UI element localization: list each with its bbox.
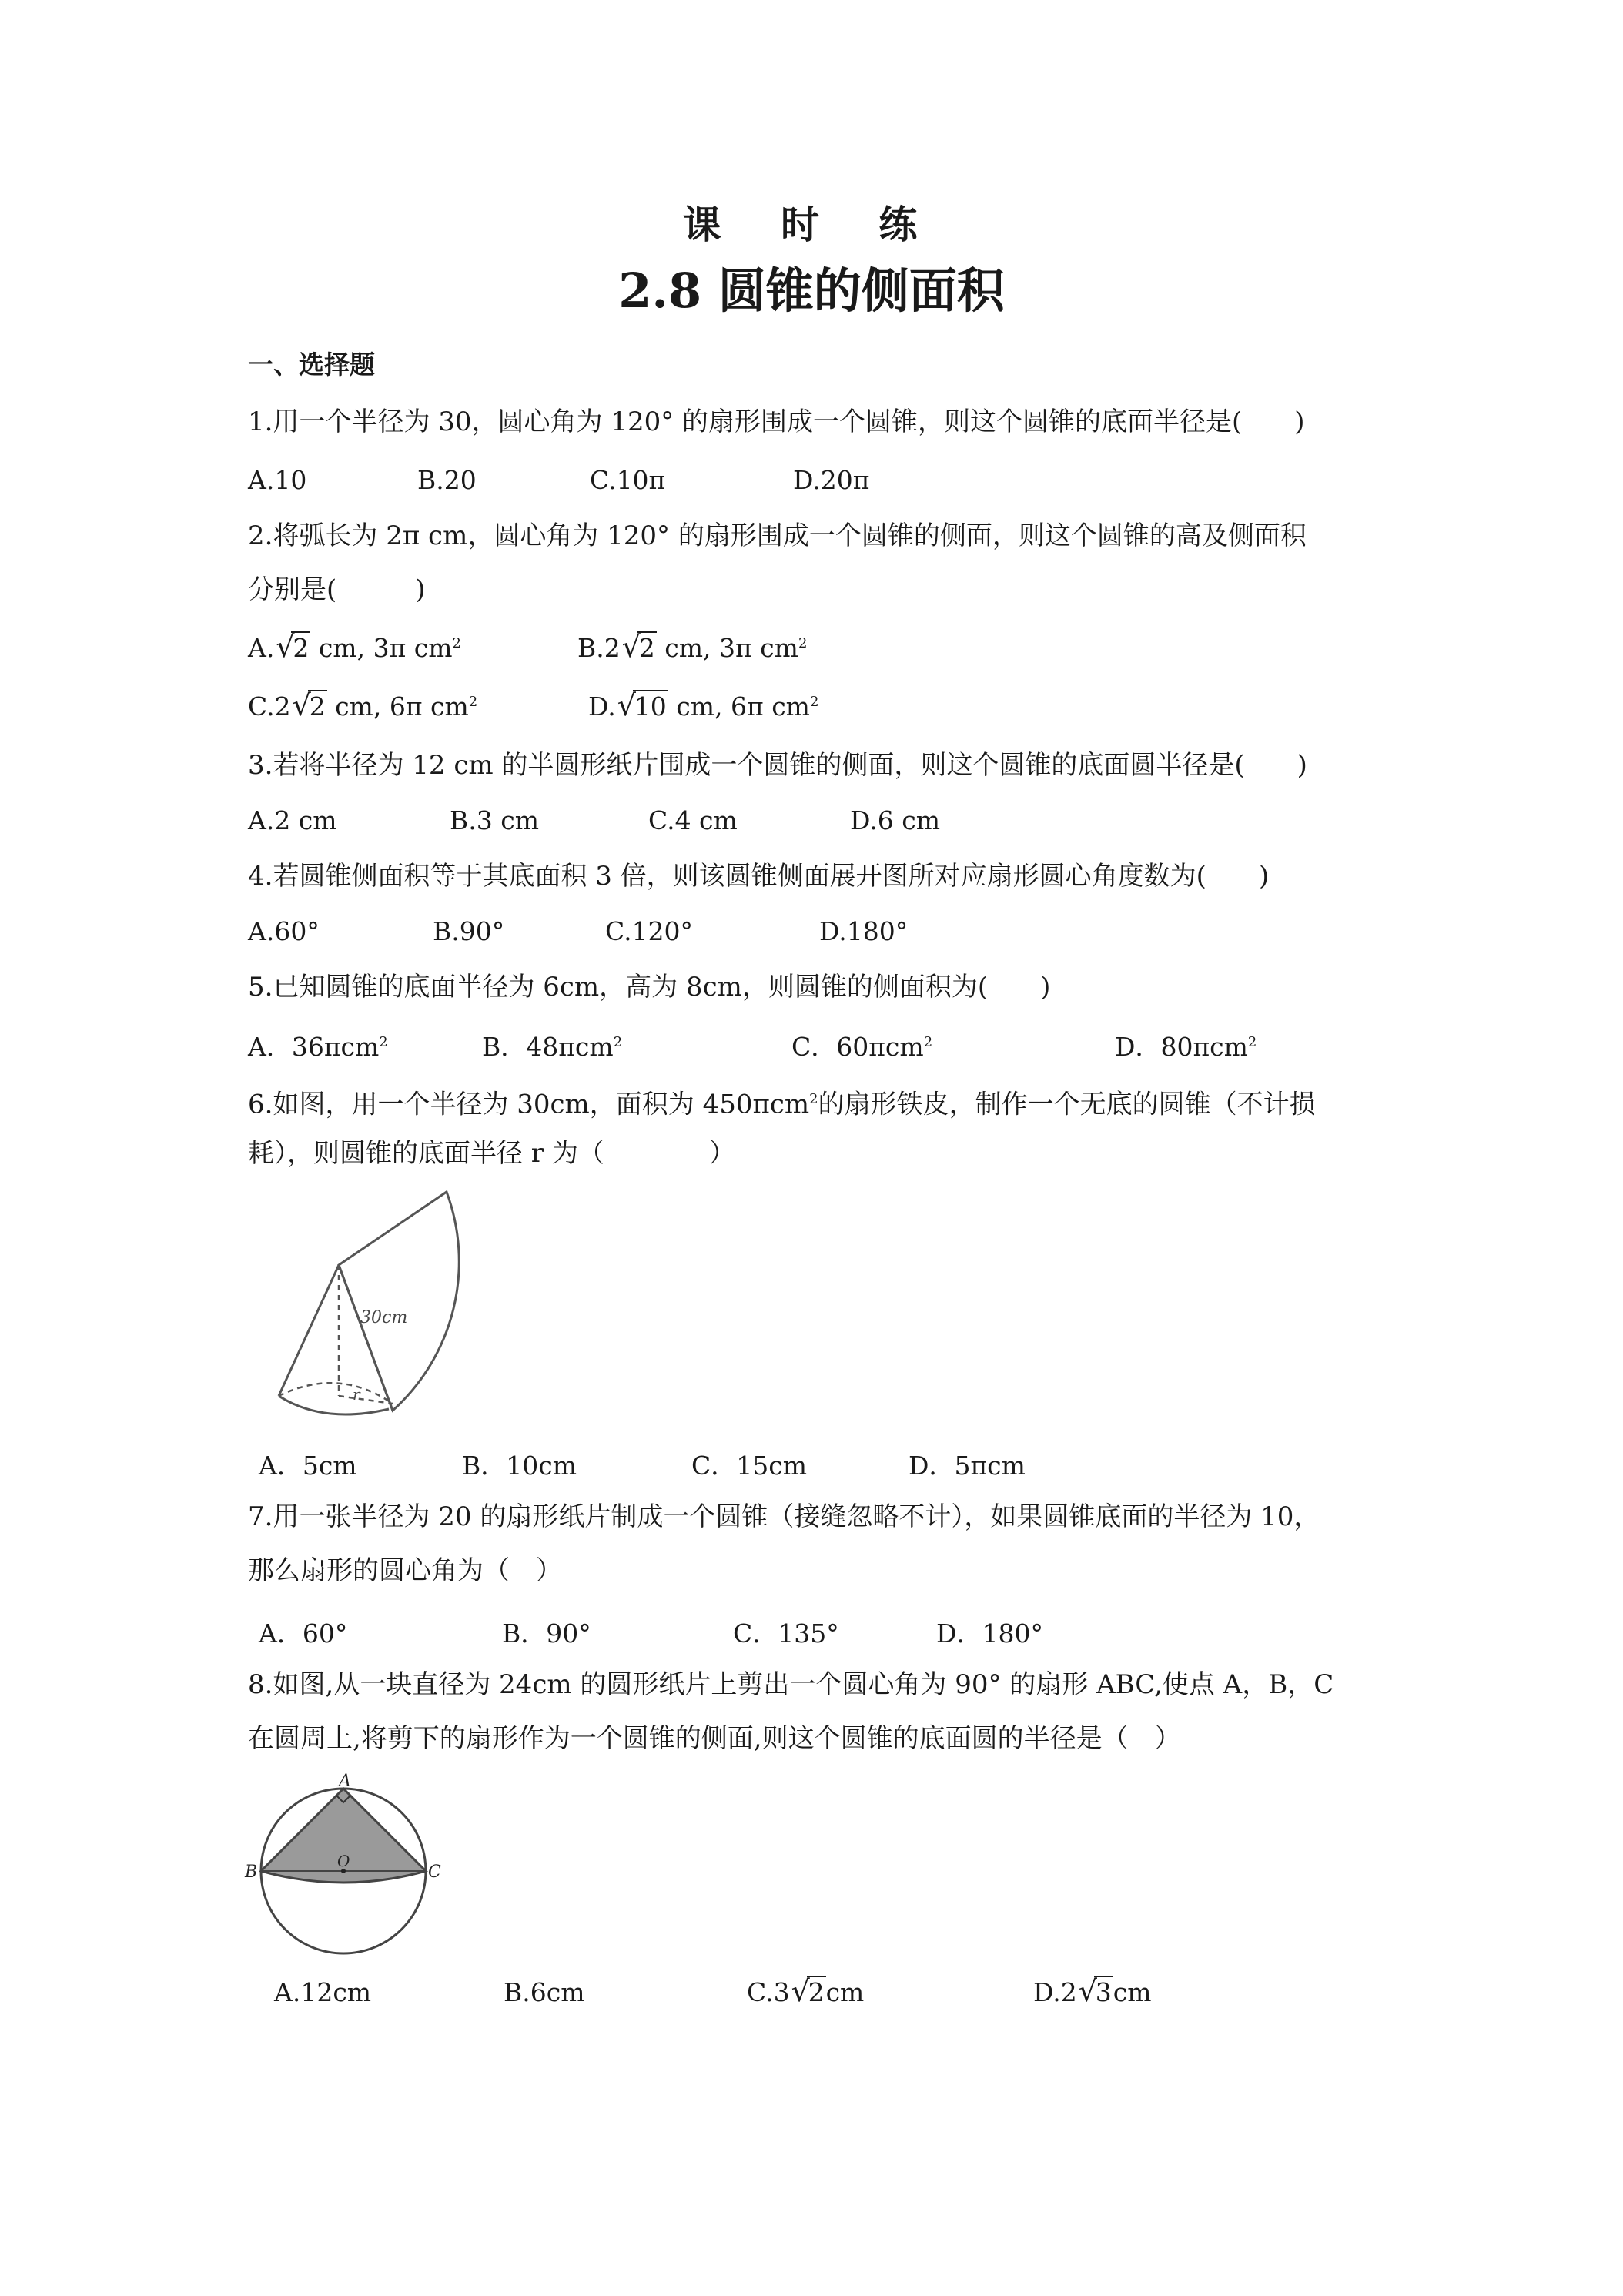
question-1-option-b: B.20 — [417, 465, 477, 495]
question-2-stem-line-2: 分别是( ) — [248, 574, 426, 605]
point-o-label: O — [337, 1852, 350, 1870]
question-8-stem-line-2: 在圆周上,将剪下的扇形作为一个圆锥的侧面,则这个圆锥的底面圆的半径是（ ） — [248, 1723, 1181, 1754]
question-2-option-c: C.2√ 2 cm, 6π $cm^2$ — [248, 691, 477, 721]
question-5-stem: 5.已知圆锥的底面半径为 6cm，高为 8cm，则圆锥的侧面积为( ) — [248, 972, 1051, 1002]
question-6-stem-line-1: 6.如图，用一个半径为 30cm，面积为 450πcm$^2$的扇形铁皮，制作一个无底的圆锥（不计损 — [248, 1089, 1316, 1120]
radius-label: r — [353, 1385, 360, 1404]
question-3-option-a: A.2 cm — [248, 805, 337, 835]
question-7-option-d: D．180° — [936, 1618, 1043, 1648]
question-6-option-b: B．10cm — [462, 1451, 577, 1481]
question-6-option-a: A．5cm — [259, 1451, 357, 1481]
question-2-option-b: B.2√ 2 cm, 3π $cm^2$ — [577, 633, 807, 663]
question-5-option-c: C．60πcm$^2$ — [791, 1032, 933, 1062]
question-3-option-c: C.4 cm — [648, 805, 738, 835]
point-a-label: A — [339, 1772, 351, 1791]
question-1-option-d: D.20π — [793, 465, 870, 495]
page-subtitle: 课 时 练 — [682, 202, 941, 247]
slant-height-label: 30cm — [360, 1308, 408, 1327]
question-3-option-d: D.6 cm — [850, 805, 941, 835]
question-8-option-a: A.12cm — [274, 1977, 372, 2007]
question-1-option-a: A.10 — [248, 465, 307, 495]
question-2-stem-line-1: 2.将弧长为 2π cm，圆心角为 120° 的扇形围成一个圆锥的侧面，则这个圆锥的高及侧面积 — [248, 520, 1307, 551]
section-heading: 一、选择题 — [248, 350, 375, 380]
question-8-option-d: D.2√ 3cm — [1033, 1977, 1152, 2007]
question-4-stem: 4.若圆锥侧面积等于其底面积 3 倍，则该圆锥侧面展开图所对应扇形圆心角度数为( ) — [248, 861, 1270, 892]
question-3-stem: 3.若将半径为 12 cm 的半圆形纸片围成一个圆锥的侧面，则这个圆锥的底面圆半径是( ) — [248, 750, 1307, 781]
question-8-option-c: C.3√ 2cm — [747, 1977, 864, 2007]
question-8-option-b: B.6cm — [504, 1977, 585, 2007]
question-4-option-d: D.180° — [819, 916, 909, 946]
question-2-option-d: D.√ 10 cm, 6π $cm^2$ — [588, 691, 818, 721]
question-6-option-d: D．5πcm — [909, 1451, 1026, 1481]
question-6-option-c: C．15cm — [691, 1451, 808, 1481]
question-5-option-a: A．36πcm$^2$ — [248, 1032, 388, 1062]
question-5-option-b: B．48πcm$^2$ — [482, 1032, 623, 1062]
question-7-option-a: A．60° — [259, 1618, 348, 1648]
question-1-option-c: C.10π — [590, 465, 666, 495]
question-6-stem-line-2: 耗），则圆锥的底面半径 r 为（ ） — [248, 1138, 735, 1169]
cone-sector-figure — [262, 1186, 485, 1424]
question-1-stem: 1.用一个半径为 30，圆心角为 120° 的扇形围成一个圆锥，则这个圆锥的底面半径是( ) — [248, 407, 1305, 437]
question-4-option-b: B.90° — [433, 916, 505, 946]
point-c-label: C — [428, 1863, 441, 1882]
page-title: 2.8 圆锥的侧面积 — [618, 263, 1005, 319]
circle-sector-figure — [243, 1771, 443, 1971]
question-3-option-b: B.3 cm — [450, 805, 539, 835]
question-7-stem-line-2: 那么扇形的圆心角为（ ） — [248, 1555, 562, 1586]
question-7-option-b: B．90° — [502, 1618, 591, 1648]
question-4-option-a: A.60° — [248, 916, 320, 946]
question-5-option-d: D．80πcm$^2$ — [1115, 1032, 1257, 1062]
question-4-option-c: C.120° — [605, 916, 694, 946]
question-8-stem-line-1: 8.如图,从一块直径为 24cm 的圆形纸片上剪出一个圆心角为 90° 的扇形 ABC,使点 A，B，C — [248, 1669, 1334, 1700]
point-b-label: B — [245, 1863, 258, 1882]
question-7-stem-line-1: 7.用一张半径为 20 的扇形纸片制成一个圆锥（接缝忽略不计），如果圆锥底面的半径为 10， — [248, 1501, 1320, 1532]
question-7-option-c: C．135° — [733, 1618, 839, 1648]
question-2-option-a: A.√ 2 cm, 3π $cm^2$ — [248, 633, 461, 663]
